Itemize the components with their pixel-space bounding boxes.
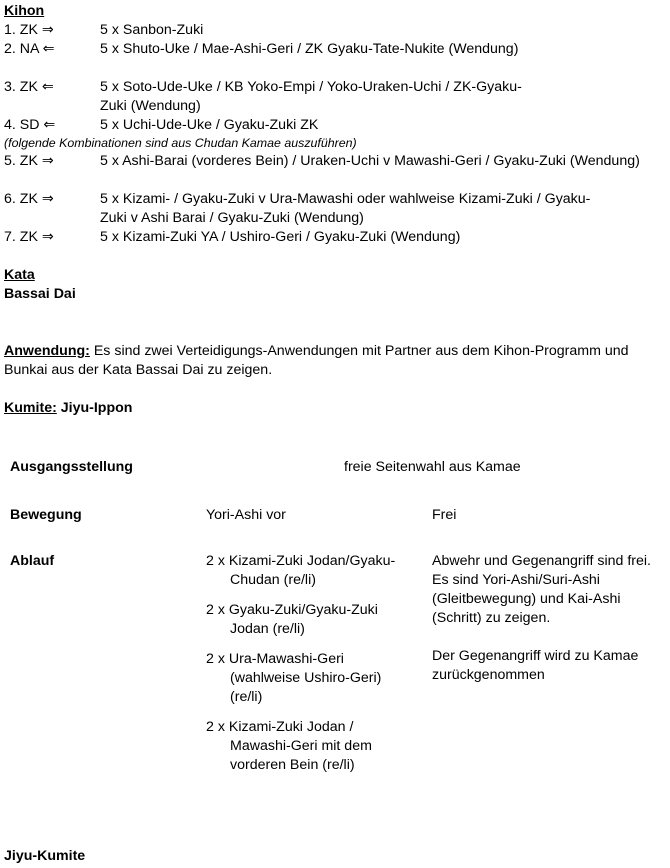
kumite-label: Kumite: bbox=[4, 400, 57, 416]
ablauf-label: Ablauf bbox=[10, 553, 55, 569]
ablauf-note: Abwehr und Gegenangriff sind frei. Es sind Yori-Ashi/Suri-Ashi (Gleitbewegung) und Kai-Ashi (Schritt) zu zeigen. bbox=[432, 553, 651, 626]
kihon-item-text: 5 x Uchi-Ude-Uke / Gyaku-Zuki ZK bbox=[100, 117, 319, 133]
kumite-heading bbox=[4, 399, 666, 418]
bewegung-value-2: Frei bbox=[432, 507, 457, 523]
document-page bbox=[4, 2, 666, 418]
kihon-item-text: 5 x Kizami- / Gyaku-Zuki v Ura-Mawashi oder wahlweise Kizami-Zuki / Gyaku-Zuki v Ashi Barai / Gyaku-Zuki (Wendung) bbox=[100, 191, 591, 226]
kihon-heading: Kihon bbox=[4, 3, 45, 19]
kihon-item-number: 6. ZK ⇒ bbox=[4, 191, 54, 207]
bewegung-label: Bewegung bbox=[10, 507, 82, 523]
kihon-item-text: 5 x Ashi-Barai (vorderes Bein) / Uraken-Uchi v Mawashi-Geri / Gyaku-Zuki (Wendung) bbox=[100, 153, 640, 169]
kihon-item-number: 1. ZK ⇒ bbox=[4, 22, 54, 38]
kihon-item-1 bbox=[4, 21, 666, 40]
anwendung-paragraph bbox=[4, 342, 666, 380]
kihon-item-3 bbox=[4, 78, 666, 116]
kihon-item-text: 5 x Sanbon-Zuki bbox=[100, 22, 204, 38]
ablauf-step: 2 x Kizami-Zuki Jodan/Gyaku-Chudan (re/li) bbox=[206, 553, 396, 588]
anwendung-text: Es sind zwei Verteidigungs-Anwendungen mit Partner aus dem Kihon-Programm und Bunkai aus der Kata Bassai Dai zu zeigen. bbox=[4, 343, 629, 378]
ablauf-step: 2 x Ura-Mawashi-Geri (wahlweise Ushiro-Geri) (re/li) bbox=[206, 651, 382, 705]
kihon-item-4 bbox=[4, 116, 666, 135]
kihon-item-text: 5 x Soto-Ude-Uke / KB Yoko-Empi / Yoko-Uraken-Uchi / ZK-Gyaku-Zuki (Wendung) bbox=[100, 79, 522, 114]
kihon-item-5 bbox=[4, 152, 666, 171]
spacer bbox=[4, 247, 666, 266]
spacer bbox=[4, 380, 666, 399]
ablauf-note: Der Gegenangriff wird zu Kamae zurückgenommen bbox=[432, 648, 639, 683]
kata-heading: Kata bbox=[4, 267, 35, 283]
bewegung-value: Yori-Ashi vor bbox=[206, 507, 286, 523]
ablauf-step: 2 x Kizami-Zuki Jodan / Mawashi-Geri mit dem vorderen Bein (re/li) bbox=[206, 719, 372, 773]
ablauf-step: 2 x Gyaku-Zuki/Gyaku-Zuki Jodan (re/li) bbox=[206, 602, 378, 637]
anwendung-label: Anwendung: bbox=[4, 343, 90, 359]
kihon-item-text: 5 x Kizami-Zuki YA / Ushiro-Geri / Gyaku-Zuki (Wendung) bbox=[100, 229, 461, 245]
kata-name: Bassai Dai bbox=[4, 286, 76, 302]
jiyu-kumite-heading: Jiyu-Kumite bbox=[4, 848, 86, 864]
kihon-item-6 bbox=[4, 190, 666, 228]
ausgangsstellung-value: freie Seitenwahl aus Kamae bbox=[344, 459, 521, 475]
kihon-item-text: 5 x Shuto-Uke / Mae-Ashi-Geri / ZK Gyaku-Tate-Nukite (Wendung) bbox=[100, 41, 519, 57]
kihon-item-2 bbox=[4, 40, 666, 59]
kumite-title: Jiyu-Ippon bbox=[56, 400, 133, 416]
spacer bbox=[4, 304, 666, 342]
spacer bbox=[4, 171, 666, 190]
ablauf-steps bbox=[206, 552, 406, 786]
kihon-item-number: 3. ZK ⇐ bbox=[4, 79, 54, 95]
ablauf-notes bbox=[432, 552, 662, 704]
kihon-item-number: 4. SD ⇐ bbox=[4, 117, 56, 133]
kihon-item-number: 7. ZK ⇒ bbox=[4, 229, 54, 245]
kihon-item-7 bbox=[4, 228, 666, 247]
spacer bbox=[4, 59, 666, 78]
ausgangsstellung-label: Ausgangsstellung bbox=[10, 459, 133, 475]
kihon-item-number: 2. NA ⇐ bbox=[4, 41, 55, 57]
kihon-note: (folgende Kombinationen sind aus Chudan Kamae auszuführen) bbox=[4, 136, 357, 150]
kihon-item-number: 5. ZK ⇒ bbox=[4, 153, 54, 169]
